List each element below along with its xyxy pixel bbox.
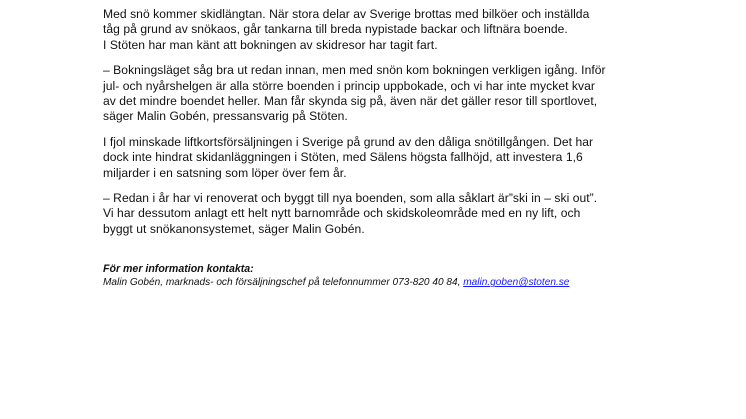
contact-heading: För mer information kontakta: [103,263,254,276]
press-release-document [103,7,703,289]
paragraph-booking-quote [103,63,703,125]
contact-section [103,263,703,289]
contact-email-link[interactable]: malin.goben@stoten.se [463,277,570,289]
text-line: av det mindre boendet heller. Man får skynda sig på, även när det gäller resor till sportlovet, [103,94,598,109]
paragraph-renovation-quote [103,191,703,237]
paragraph-intro [103,7,703,53]
text-line: I Stöten har man känt att bokningen av skidresor har tagit fart. [103,37,438,52]
text-line: – Redan i år har vi renoverat och byggt till nya boenden, som alla såklart är”ski in – ski out”. [103,191,598,206]
text-line: – Bokningsläget såg bra ut redan innan, men med snön kom bokningen verkligen igång. Inför [103,63,606,78]
text-line: miljarder i en satsning som löper över fem år. [103,165,347,180]
text-line: tåg på grund av snökaos, går tankarna till breda nypistade backar och liftnära boende. [103,22,568,37]
text-line: dock inte hindrat skidanläggningen i Stöten, med Sälens högsta fallhöjd, att investera 1,6 [103,150,583,165]
contact-text: Malin Gobén, marknads- och försäljningschef på telefonnummer 073-820 40 84, [103,277,464,289]
text-line: säger Malin Gobén, pressansvarig på Stöten. [103,109,348,124]
text-line: I fjol minskade liftkortsförsäljningen i Sverige på grund av den dåliga snötillgången. Det har [103,134,594,149]
text-line: byggt ut snökanonsystemet, säger Malin Gobén. [103,221,365,236]
text-line: jul- och nyårshelgen är alla större boenden i princip uppbokade, och vi har inte mycket kvar [103,78,595,93]
paragraph-investment [103,135,703,181]
text-line: Med snö kommer skidlängtan. När stora delar av Sverige brottas med bilköer och inställda [103,7,590,21]
text-line: Vi har dessutom anlagt ett helt nytt barnområde och skidskoleområde med en ny lift, och [103,206,581,221]
contact-details [103,276,703,289]
